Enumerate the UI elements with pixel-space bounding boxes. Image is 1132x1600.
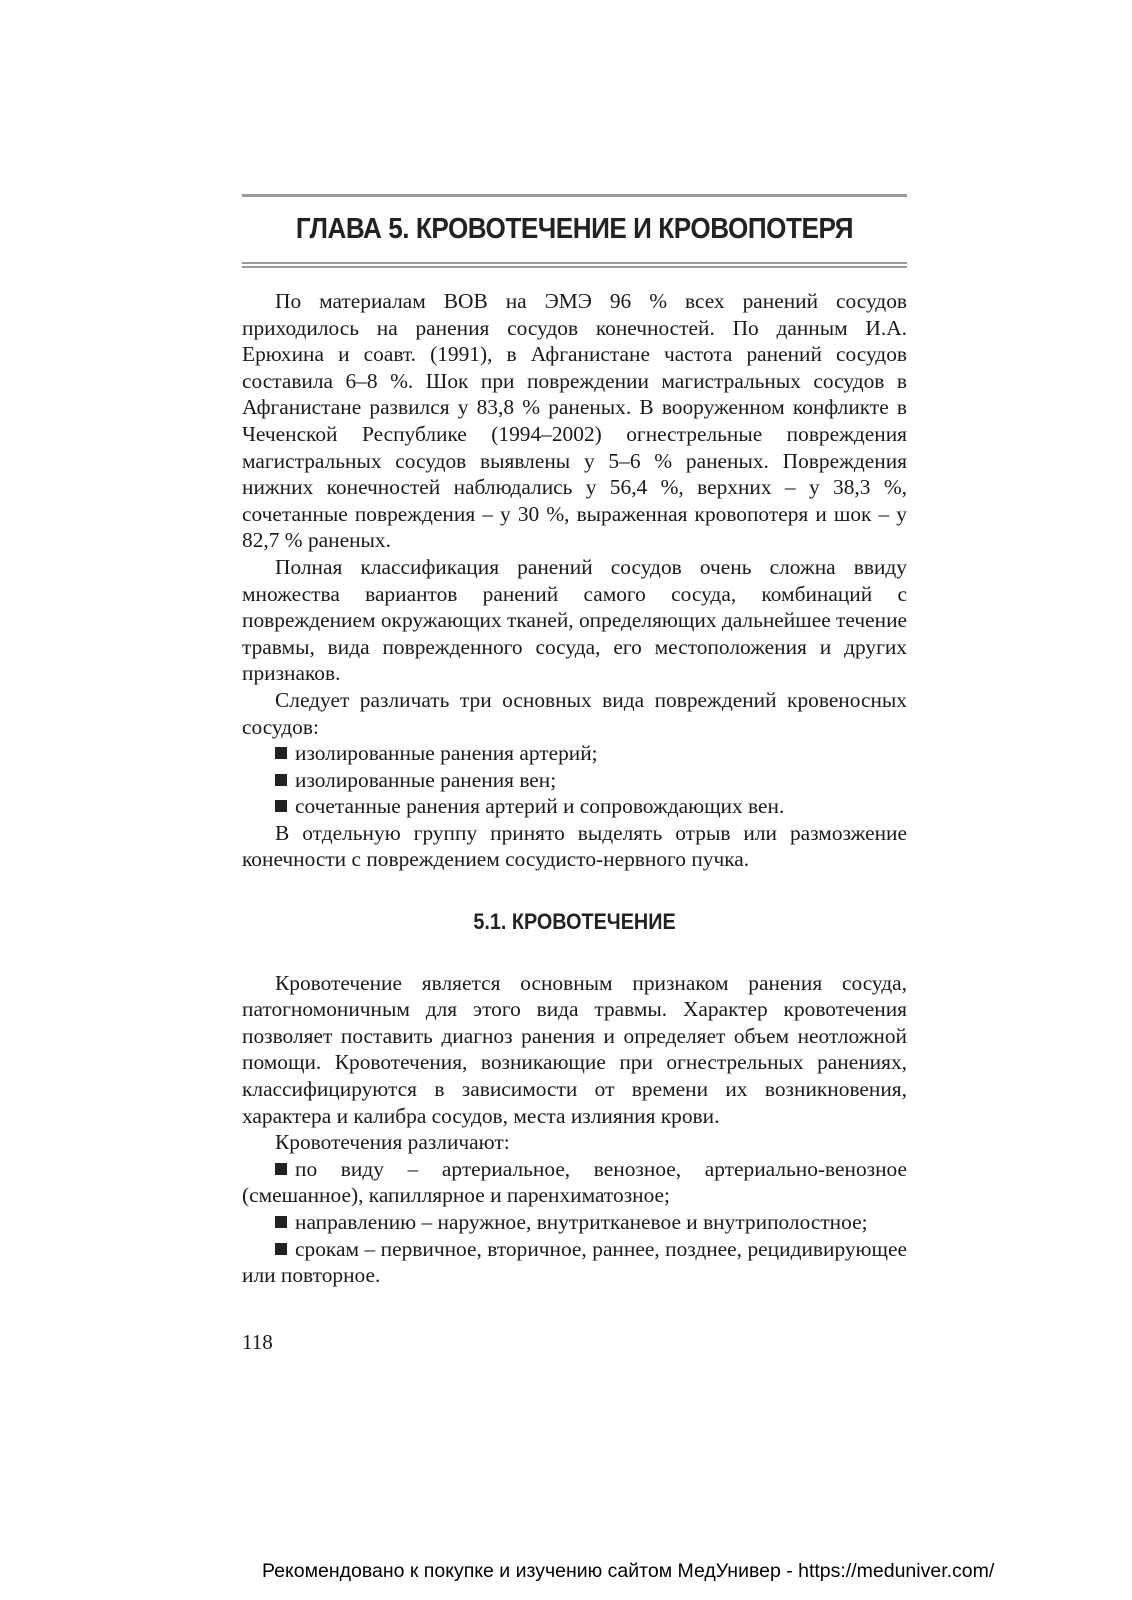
- list-item: [242, 740, 907, 767]
- paragraph: Полная классификация ранений сосудов очень сложна ввиду множества вариантов ранений самого сосуда, комбинаций с повреждением окружающих тканей, определяющих дальнейшее течение травмы, вида поврежденного сосуда, его местоположения и других признаков.: [242, 554, 908, 686]
- top-rule: [242, 194, 907, 197]
- square-bullet-icon: [275, 1216, 287, 1228]
- square-bullet-icon: [275, 747, 287, 759]
- chapter-title: ГЛАВА 5. КРОВОТЕЧЕНИЕ И КРОВОПОТЕРЯ: [295, 213, 854, 245]
- list-item-text: изолированные ранения вен;: [295, 767, 557, 792]
- list-item: [242, 767, 907, 794]
- list-item: [242, 793, 907, 820]
- square-bullet-icon: [275, 1163, 287, 1175]
- list-item-text: изолированные ранения артерий;: [295, 741, 598, 766]
- section-title: 5.1. КРОВОТЕЧЕНИЕ: [473, 909, 676, 935]
- paragraph: Кровотечение является основным признаком ранения сосуда, патогномоничным для этого вида травмы. Характер кровотечения позволяет поставить диагноз ранения и определяет объем неотложной помощи. Кровотечения, возникающие при огнестрельных ранениях, классифицируются в зависимости от времени их возникновения, характера и калибра сосудов, места излияния крови.: [242, 970, 907, 1128]
- list-item-text: по виду – артериальное, венозное, артериально-венозное (смешанное), капиллярное и паренхиматозное;: [242, 1156, 907, 1208]
- square-bullet-icon: [275, 774, 287, 786]
- square-bullet-icon: [275, 800, 287, 812]
- footer-note: Рекомендовано к покупке и изучению сайтом МедУнивер - https://meduniver.com/: [262, 1560, 995, 1582]
- page-content: [242, 194, 907, 1289]
- list-item-text: направлению – наружное, внутритканевое и внутриполостное;: [295, 1210, 868, 1234]
- page-number: 118: [242, 1330, 273, 1354]
- paragraph: Следует различать три основных вида повреждений кровеносных сосудов:: [242, 687, 907, 739]
- list-item: [242, 1209, 907, 1236]
- list-item: [242, 1156, 907, 1209]
- paragraph: Кровотечения различают:: [275, 1130, 510, 1155]
- list-item-text: срокам – первичное, вторичное, раннее, позднее, рецидивирующее или повторное.: [242, 1236, 907, 1288]
- list-item-text: сочетанные ранения артерий и сопровождающих вен.: [295, 794, 785, 819]
- paragraph: В отдельную группу принято выделять отрыв или размозжение конечности с повреждением сосудисто-нервного пучка.: [242, 820, 907, 872]
- body-text: [242, 288, 907, 1289]
- list-item: [242, 1236, 907, 1289]
- square-bullet-icon: [275, 1243, 287, 1255]
- double-rule: [242, 262, 907, 268]
- paragraph: По материалам ВОВ на ЭМЭ 96 % всех ранений сосудов приходилось на ранения сосудов конечностей. По данным И.А. Ерюхина и соавт. (1991), в Афганистане частота ранений сосудов составила 6–8 %. Шок при повреждении магистральных сосудов в Афганистане развился у 83,8 % раненых. В вооруженном конфликте в Чеченской Республике (1994–2002) огнестрельные повреждения магистральных сосудов выявлены у 5–6 % раненых. Повреждения нижних конечностей наблюдались у 56,4 %, верхних – у 38,3 %, сочетанные повреждения – у 30 %, выраженная кровопотеря и шок – у 82,7 % раненых.: [242, 289, 907, 553]
